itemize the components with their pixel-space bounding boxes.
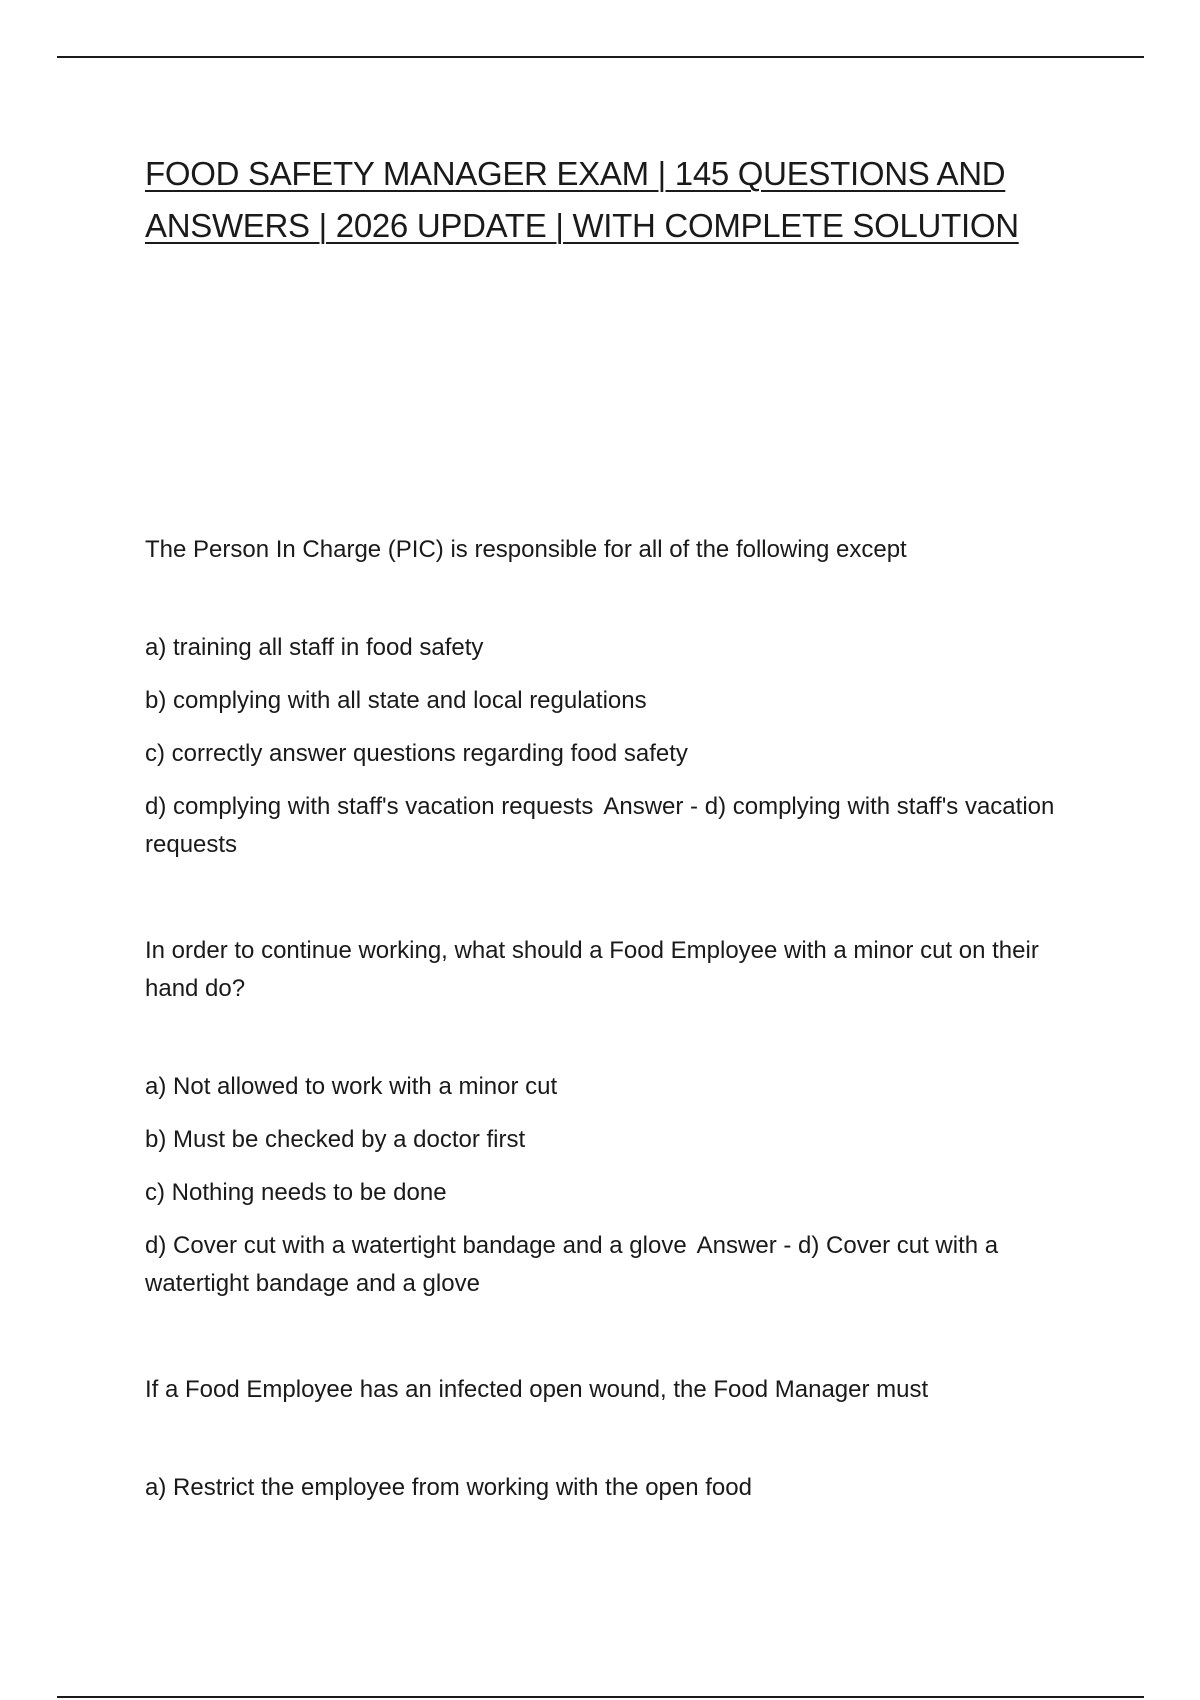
question-3: If a Food Employee has an infected open wound, the Food Manager must — [145, 1376, 929, 1403]
question-1-option-c: c) correctly answer questions regarding food safety — [145, 740, 688, 767]
question-2-option-d-with-answer — [145, 1227, 1065, 1303]
question-2-option-d: d) Cover cut with a watertight bandage and a glove — [145, 1232, 687, 1259]
question-1-option-d-with-answer — [145, 788, 1065, 864]
question-2-option-a: a) Not allowed to work with a minor cut — [145, 1073, 558, 1100]
question-2: In order to continue working, what should a Food Employee with a minor cut on their hand do? — [145, 937, 1039, 1002]
question-1-option-b: b) complying with all state and local regulations — [145, 687, 647, 714]
question-1: The Person In Charge (PIC) is responsible for all of the following except — [145, 536, 907, 563]
question-1-option-d: d) complying with staff's vacation requests — [145, 793, 594, 820]
footer-rule — [57, 1696, 1144, 1698]
question-2-option-b: b) Must be checked by a doctor first — [145, 1126, 526, 1153]
question-2-answer: Answer - d) Cover cut with a watertight bandage and a glove — [145, 1232, 999, 1297]
question-3-option-a: a) Restrict the employee from working with the open food — [145, 1474, 752, 1501]
document-title: FOOD SAFETY MANAGER EXAM | 145 QUESTIONS AND ANSWERS | 2026 UPDATE | WITH COMPLETE SOLUTION — [145, 155, 1019, 244]
question-2-option-c: c) Nothing needs to be done — [145, 1179, 447, 1206]
question-1-answer: Answer - d) complying with staff's vacation requests — [145, 793, 1055, 858]
question-1-option-a: a) training all staff in food safety — [145, 634, 484, 661]
header-rule — [57, 56, 1144, 58]
question-list — [145, 531, 1065, 1522]
